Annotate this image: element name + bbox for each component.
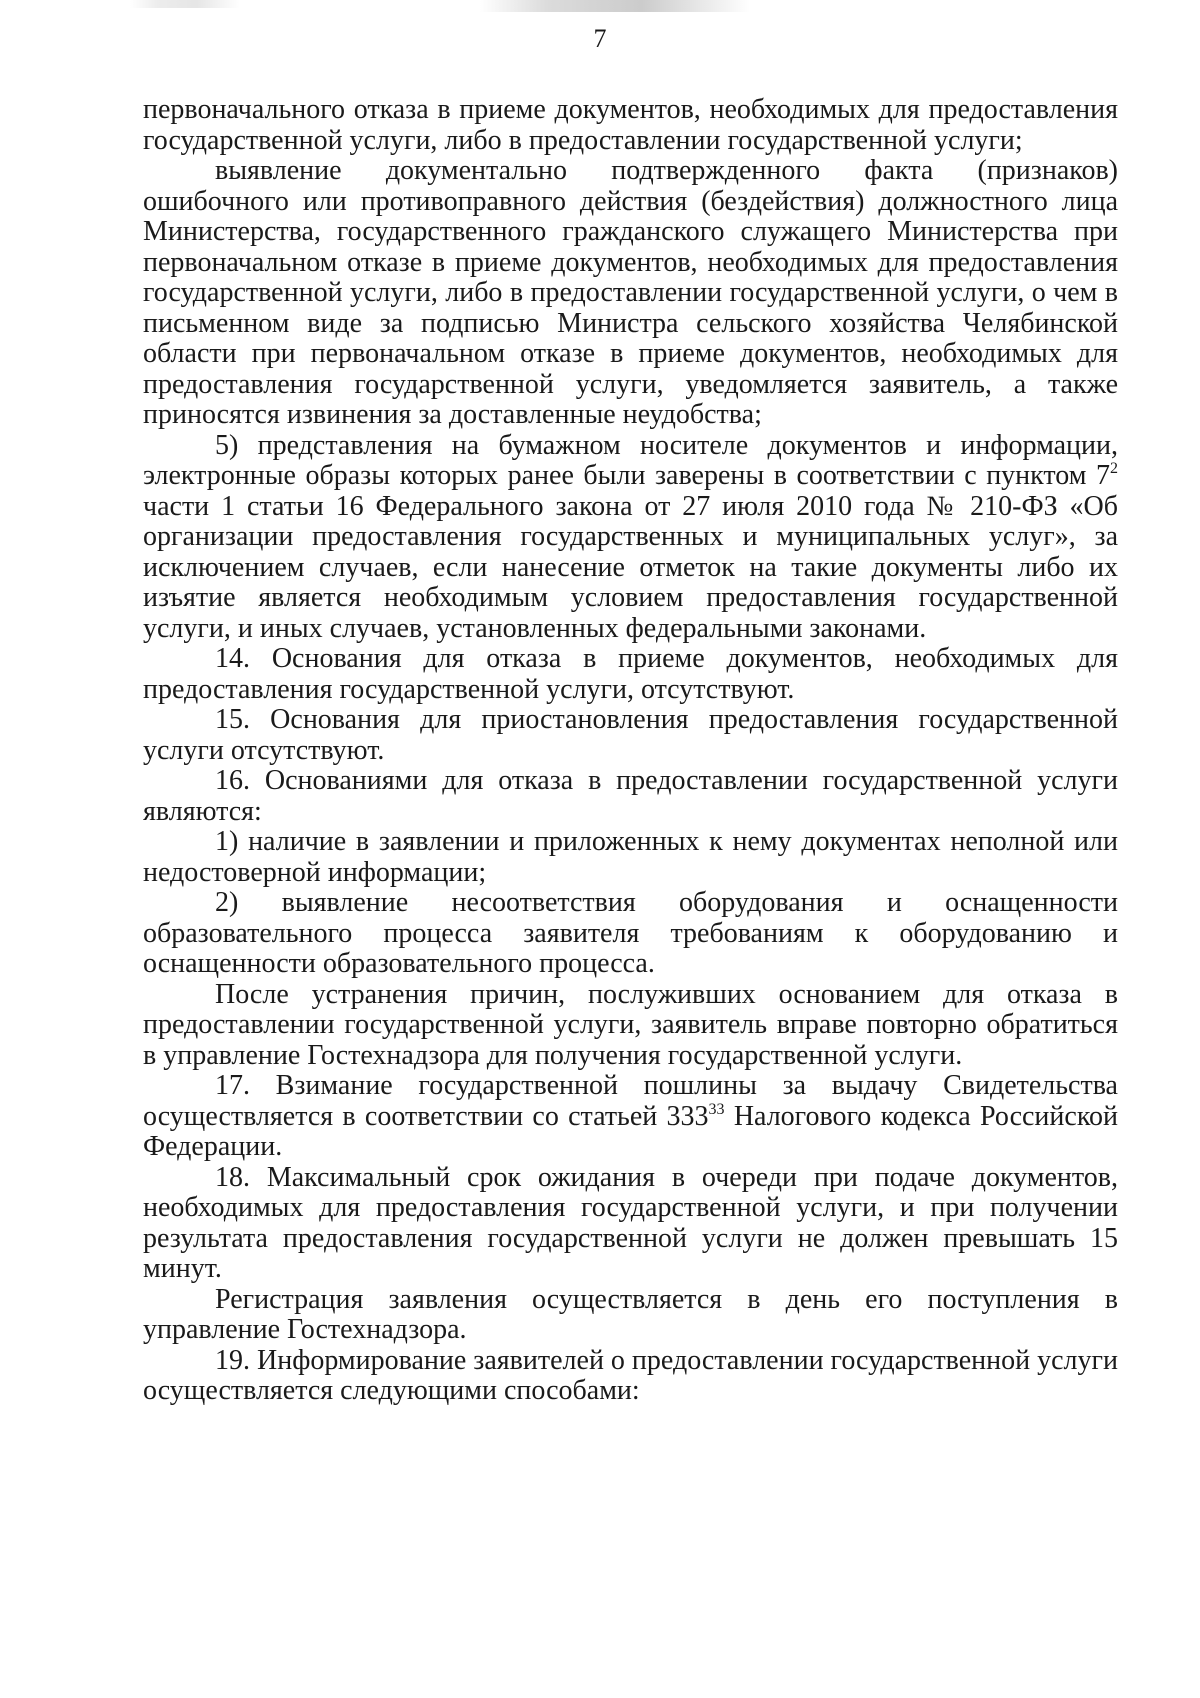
scan-artifact-center bbox=[480, 0, 750, 12]
paragraph-14: 14. Основания для отказа в приеме документов, необходимых для предоставления государственной услуги, отсутствуют. bbox=[143, 643, 1118, 705]
paragraph-item-5-paper-documents bbox=[143, 431, 1118, 645]
paragraph-error-detection: выявление документально подтвержденного факта (признаков) ошибочного или противоправного действия (бездействия) должностного лица Министерства, государственного гражданского служащего Министерства при первоначальном отказе в приеме документов, необходимых для предоставления государственной услуги, либо в предоставлении государственной услуги, о чем в письменном виде за подписью Министра сельского хозяйства Челябинской области при первоначальном отказе в приеме документов, необходимых для предоставления государственной услуги, уведомляется заявитель, а также приносятся извинения за доставленные неудобства; bbox=[143, 155, 1118, 430]
paragraph-16-item-2: 2) выявление несоответствия оборудования и оснащенности образовательного процесса заявителя требованиям к оборудованию и оснащенности образовательного процесса. bbox=[143, 887, 1118, 979]
paragraph-text-part: 5) представления на бумажном носителе документов и информации, электронные образы которых ранее были заверены в соответствии с пунктом 7 bbox=[143, 429, 1118, 491]
paragraph-refusal-continuation: первоначального отказа в приеме документов, необходимых для предоставления государственной услуги, либо в предоставлении государственной услуги; bbox=[143, 94, 1118, 156]
scan-artifact-left bbox=[130, 0, 240, 8]
paragraph-text-part: 17. Взимание государственной пошлины за выдачу Свидетельства осуществляется в соответствии со статьей 333 bbox=[143, 1070, 1118, 1132]
paragraph-repeat-application: После устранения причин, послуживших основанием для отказа в предоставлении государственной услуги, заявитель вправе повторно обратиться в управление Гостехнадзора для получения государственной услуги. bbox=[143, 978, 1118, 1071]
paragraph-18: 18. Максимальный срок ожидания в очереди при подаче документов, необходимых для предоставления государственной услуги, и при получении результата предоставления государственной услуги не должен превышать 15 минут. bbox=[143, 1161, 1118, 1284]
paragraph-text-part: части 1 статьи 16 Федерального закона от 27 июля 2010 года № 210-ФЗ «Об организации предоставления государственных и муниципальных услуг», за исключением случаев, если нанесение отметок на такие документы либо их изъятие является необходимым условием предоставления государственной услуги, и иных случаев, установленных федеральными законами. bbox=[143, 490, 1118, 644]
paragraph-15: 15. Основания для приостановления предоставления государственной услуги отсутствуют. bbox=[143, 704, 1118, 766]
document-body bbox=[143, 95, 1118, 1407]
paragraph-17 bbox=[143, 1071, 1118, 1163]
paragraph-16-item-1: 1) наличие в заявлении и приложенных к нему документах неполной или недостоверной информации; bbox=[143, 826, 1118, 888]
paragraph-text-part: Налогового кодекса Российской Федерации. bbox=[143, 1100, 1118, 1162]
paragraph-16: 16. Основаниями для отказа в предоставлении государственной услуги являются: bbox=[143, 765, 1118, 827]
superscript: 2 bbox=[1110, 460, 1118, 477]
paragraph-19: 19. Информирование заявителей о предоставлении государственной услуги осуществляется следующими способами: bbox=[143, 1344, 1118, 1406]
superscript: 33 bbox=[708, 1100, 725, 1118]
paragraph-registration: Регистрация заявления осуществляется в день его поступления в управление Гостехнадзора. bbox=[143, 1283, 1118, 1345]
page-number: 7 bbox=[593, 24, 607, 53]
